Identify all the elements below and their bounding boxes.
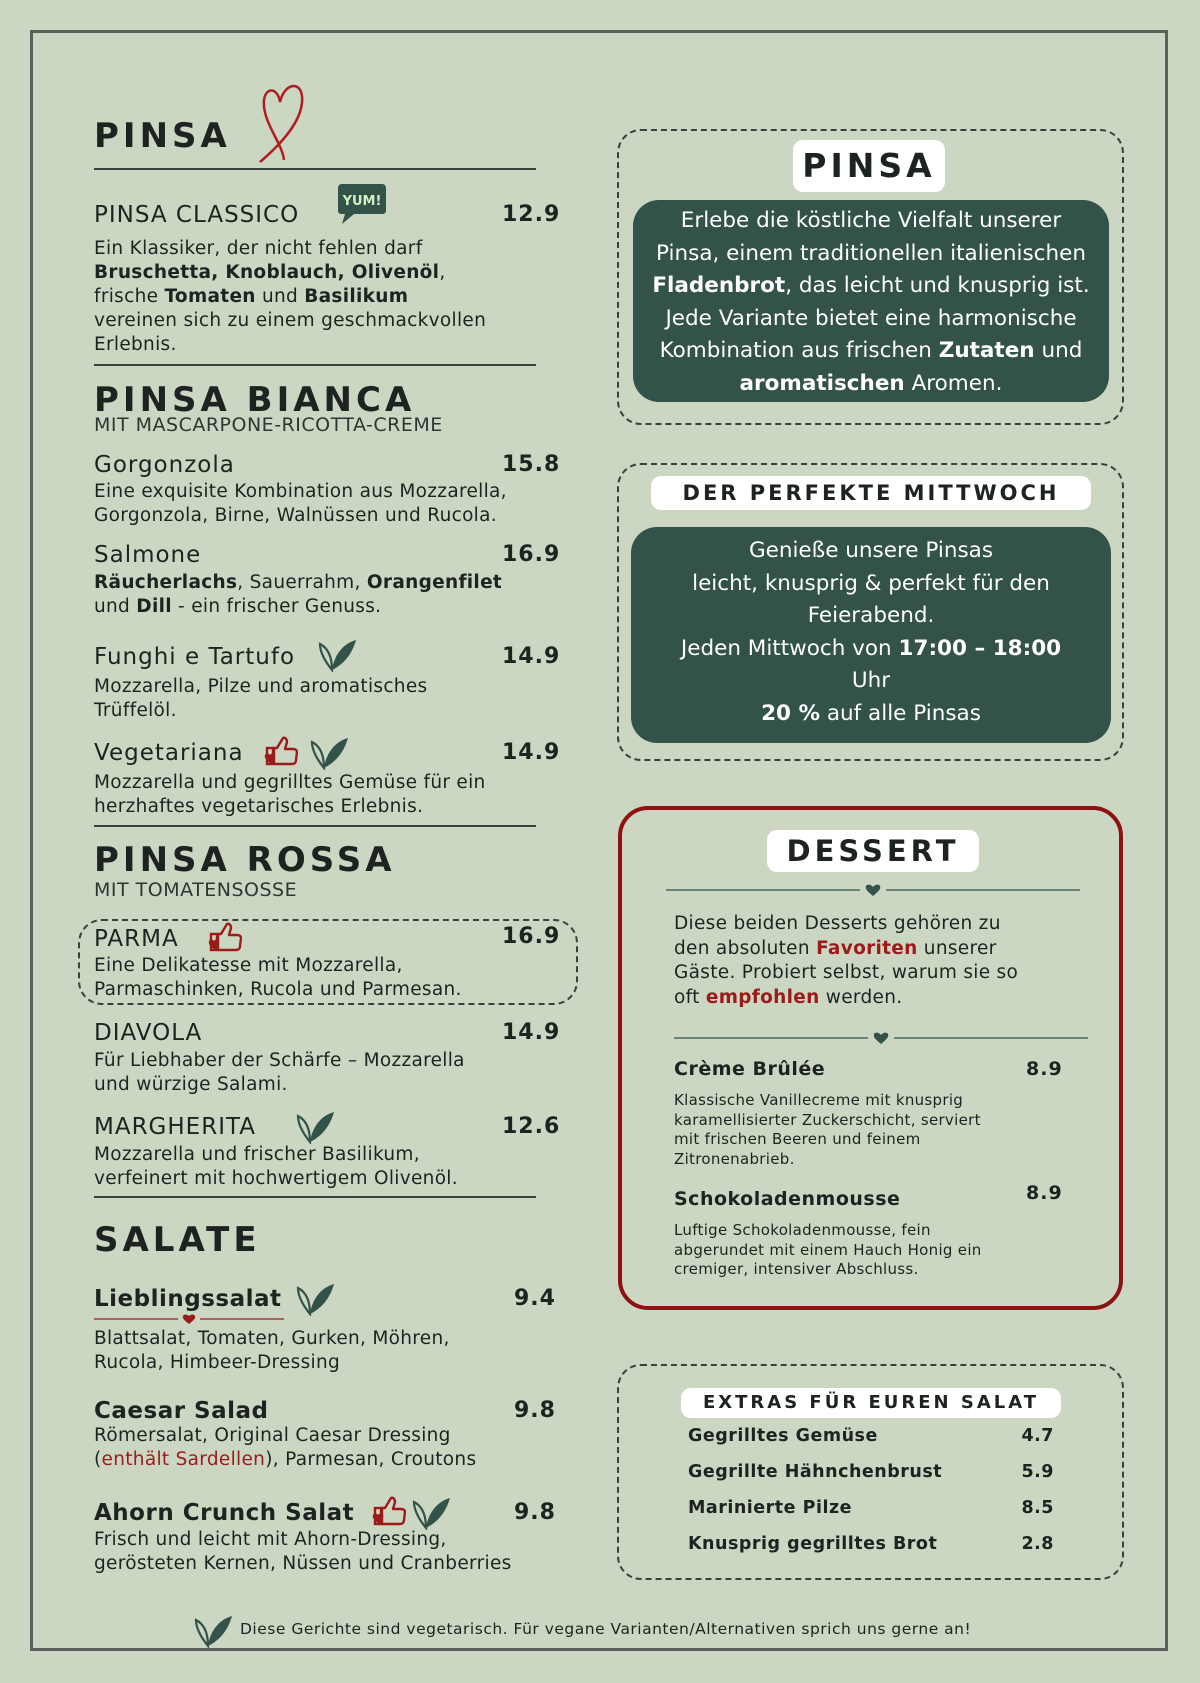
item-price: 9.8 [514,1398,556,1423]
extras-row: Gegrilltes Gemüse 4.7 [688,1426,1054,1446]
item-name: PARMA [94,926,179,952]
section-heading: PINSA ROSSA [94,840,396,880]
item-name: Caesar Salad [94,1398,269,1424]
yum-badge-icon [336,180,388,228]
thumbs-up-heart-icon [264,734,298,768]
item-price: 16.9 [502,924,561,949]
dessert-description: Klassische Vanillecreme mit knusprig karamellisierter Zuckerschicht, serviert mit frischen Beeren und feinem Zitronenabrieb. [674,1091,981,1168]
thumbs-up-heart-icon [372,1494,406,1528]
item-name: Salmone [94,542,202,568]
item-description: Für Liebhaber der Schärfe – Mozzarella und würzige Salami. [94,1050,465,1095]
dessert-name: Crème Brûlée [674,1058,826,1080]
pinsa-info-card: Erlebe die köstliche Vielfalt unserer Pinsa, einem traditionellen italienischen Fladenbrot, das leicht und knusprig ist. Jede Variante bietet eine harmonische Kombination aus frischen Zutaten und aromatischen Aromen. [633,200,1109,402]
leaf-icon [296,1282,336,1316]
item-description: Blattsalat, Tomaten, Gurken, Möhren, Rucola, Himbeer-Dressing [94,1328,450,1373]
section-heading: PINSA BIANCA [94,380,416,420]
leaf-icon [194,1614,234,1648]
leaf-icon [318,638,358,672]
divider [94,168,536,170]
item-price: 14.9 [502,1020,561,1045]
item-price: 12.6 [502,1114,561,1139]
section-subheading: MIT TOMATENSOSSE [94,879,298,901]
dessert-title: DESSERT [767,830,979,872]
item-description: Mozzarella, Pilze und aromatisches Trüffelöl. [94,676,428,721]
section-heading: SALATE [94,1220,261,1260]
leaf-icon [296,1110,336,1144]
thumbs-up-heart-icon [208,920,242,954]
divider [94,364,536,366]
leaf-icon [412,1496,452,1530]
item-description: Eine exquisite Kombination aus Mozzarella, Gorgonzola, Birne, Walnüssen und Rucola. [94,481,507,526]
item-price: 12.9 [502,202,561,227]
pinsa-heading: PINSA [94,116,231,156]
item-description: Ein Klassiker, der nicht fehlen darf Bruschetta, Knoblauch, Olivenöl, frische Tomaten und Basilikum vereinen sich zu einem geschmackvollen Erlebnis. [94,238,487,355]
item-name: Lieblingssalat [94,1286,282,1312]
item-name: PINSA CLASSICO [94,202,300,228]
item-price: 14.9 [502,644,561,669]
dessert-price: 8.9 [1026,1058,1063,1080]
item-price: 9.4 [514,1286,556,1311]
svg-text:YUM!: YUM! [342,194,382,209]
item-price: 14.9 [502,740,561,765]
item-name: Gorgonzola [94,452,235,478]
item-name: DIAVOLA [94,1020,203,1046]
leaf-icon [310,736,350,770]
extras-title: EXTRAS FÜR EUREN SALAT [681,1388,1061,1418]
heart-divider-icon [674,1030,1088,1046]
pinsa-box-title: PINSA [793,140,945,192]
item-description: Mozzarella und gegrilltes Gemüse für ein herzhaftes vegetarisches Erlebnis. [94,772,486,817]
extras-row: Knusprig gegrilltes Brot 2.8 [688,1534,1054,1554]
dessert-intro: Diese beiden Desserts gehören zu den absoluten Favoriten unserer Gäste. Probiert selbst, warum sie so oft empfohlen werden. [674,913,1019,1008]
item-description: Eine Delikatesse mit Mozzarella, Parmaschinken, Rucola und Parmesan. [94,955,462,1000]
item-price: 9.8 [514,1500,556,1525]
dessert-name: Schokoladenmousse [674,1188,901,1210]
item-name: MARGHERITA [94,1114,256,1140]
item-description: Mozzarella und frischer Basilikum, verfeinert mit hochwertigem Olivenöl. [94,1144,458,1189]
heart-divider-icon [666,882,1080,898]
divider [94,825,536,827]
item-price: 16.9 [502,542,561,567]
item-description: Frisch und leicht mit Ahorn-Dressing, gerösteten Kernen, Nüssen und Cranberries [94,1529,512,1574]
extras-row: Gegrillte Hähnchenbrust 5.9 [688,1462,1054,1482]
mittwoch-card: Genieße unsere Pinsas leicht, knusprig & perfekt für den Feierabend. Jeden Mittwoch von 17:00 – 18:00 Uhr 20 % auf alle Pinsas [631,527,1111,743]
mittwoch-title: DER PERFEKTE MITTWOCH [651,476,1091,510]
dessert-description: Luftige Schokoladenmousse, fein abgerundet mit einem Hauch Honig ein cremiger, intensiver Abschluss. [674,1221,982,1278]
heart-scribble-icon [254,82,310,166]
item-description: Römersalat, Original Caesar Dressing (enthält Sardellen), Parmesan, Croutons [94,1425,477,1470]
item-name: Vegetariana [94,740,244,766]
divider [94,1196,536,1198]
section-subheading: MIT MASCARPONE-RICOTTA-CREME [94,414,443,436]
item-price: 15.8 [502,452,561,477]
item-description: Räucherlachs, Sauerrahm, Orangenfilet und Dill - ein frischer Genuss. [94,572,503,617]
dessert-price: 8.9 [1026,1182,1063,1204]
heart-divider-icon [94,1312,284,1326]
item-name: Funghi e Tartufo [94,644,296,670]
footer-note: Diese Gerichte sind vegetarisch. Für vegane Varianten/Alternativen sprich uns gerne an! [240,1620,972,1638]
extras-row: Marinierte Pilze 8.5 [688,1498,1054,1518]
item-name: Ahorn Crunch Salat [94,1500,355,1526]
